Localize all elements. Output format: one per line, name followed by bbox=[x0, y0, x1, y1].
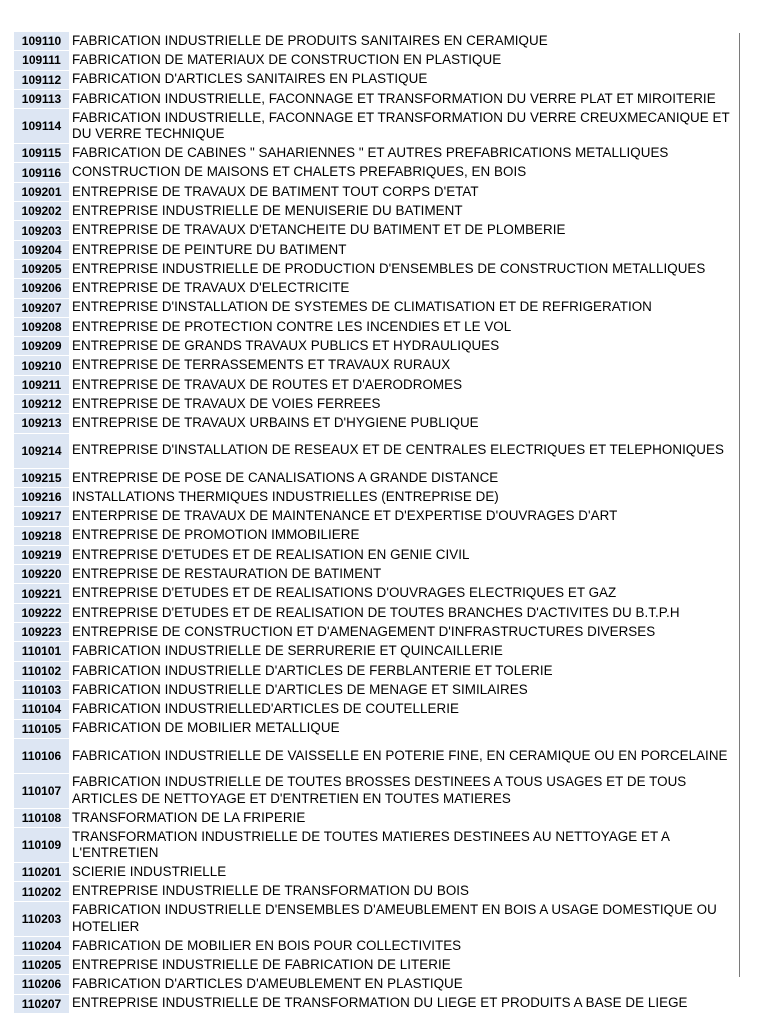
activity-code: 109211 bbox=[14, 375, 69, 394]
activity-code: 110202 bbox=[14, 882, 69, 901]
activity-code-table-body bbox=[14, 32, 739, 1013]
activity-label: ENTREPRISE D'ETUDES ET DE REALISATIONS D'OUVRAGES ELECTRIQUES ET GAZ bbox=[72, 585, 617, 601]
table-row bbox=[14, 994, 739, 1013]
table-row bbox=[14, 109, 739, 144]
activity-label: ENTREPRISE DE POSE DE CANALISATIONS A GRANDE DISTANCE bbox=[72, 469, 499, 485]
activity-code: 109221 bbox=[14, 584, 69, 603]
table-row bbox=[14, 182, 739, 201]
activity-label: ENTREPRISE DE RESTAURATION DE BATIMENT bbox=[72, 566, 382, 582]
table-row bbox=[14, 240, 739, 259]
activity-code: 109215 bbox=[14, 468, 69, 487]
activity-label: FABRICATION DE MOBILIER EN BOIS POUR COLLECTIVITES bbox=[72, 937, 462, 953]
activity-code: 109212 bbox=[14, 395, 69, 414]
activity-label: ENTREPRISE D'INSTALLATION DE SYSTEMES DE CLIMATISATION ET DE REFRIGERATION bbox=[72, 299, 652, 315]
activity-label: ENTREPRISE DE TERRASSEMENTS ET TRAVAUX RURAUX bbox=[72, 357, 451, 373]
activity-code: 109210 bbox=[14, 356, 69, 375]
table-row bbox=[14, 356, 739, 375]
table-row bbox=[14, 936, 739, 955]
activity-code: 109203 bbox=[14, 221, 69, 240]
activity-code: 110206 bbox=[14, 975, 69, 994]
activity-label: FABRICATION INDUSTRIELLE DE VAISSELLE EN POTERIE FINE, EN CERAMIQUE OU EN PORCELAINE bbox=[72, 747, 728, 763]
activity-code: 109222 bbox=[14, 603, 69, 622]
table-row bbox=[14, 51, 739, 70]
activity-label: FABRICATION DE MATERIAUX DE CONSTRUCTION EN PLASTIQUE bbox=[72, 52, 502, 68]
table-row bbox=[14, 623, 739, 642]
table-row bbox=[14, 32, 739, 51]
table-row bbox=[14, 603, 739, 622]
activity-code: 109217 bbox=[14, 507, 69, 526]
activity-label: ENTREPRISE INDUSTRIELLE DE TRANSFORMATION DU BOIS bbox=[72, 883, 470, 899]
table-row bbox=[14, 279, 739, 298]
table-row bbox=[14, 773, 739, 808]
activity-code: 109209 bbox=[14, 337, 69, 356]
table-row bbox=[14, 738, 739, 773]
activity-code: 109220 bbox=[14, 565, 69, 584]
activity-code: 110201 bbox=[14, 863, 69, 882]
activity-label: FABRICATION INDUSTRIELLE D'ARTICLES DE MENAGE ET SIMILAIRES bbox=[72, 681, 528, 697]
table-row bbox=[14, 414, 739, 433]
table-row bbox=[14, 468, 739, 487]
activity-code: 109223 bbox=[14, 623, 69, 642]
table-row bbox=[14, 298, 739, 317]
activity-code: 109214 bbox=[14, 433, 69, 468]
table-row bbox=[14, 163, 739, 182]
table-row bbox=[14, 680, 739, 699]
activity-code: 110205 bbox=[14, 955, 69, 974]
table-row bbox=[14, 700, 739, 719]
table-row bbox=[14, 221, 739, 240]
table-row bbox=[14, 259, 739, 278]
activity-code: 109208 bbox=[14, 317, 69, 336]
table-row bbox=[14, 433, 739, 468]
table-row bbox=[14, 70, 739, 89]
activity-label: FABRICATION INDUSTRIELLED'ARTICLES DE COUTELLERIE bbox=[72, 701, 459, 717]
activity-label: ENTREPRISE DE CONSTRUCTION ET D'AMENAGEMENT D'INFRASTRUCTURES DIVERSES bbox=[72, 623, 656, 639]
activity-label: FABRICATION INDUSTRIELLE DE PRODUITS SANITAIRES EN CERAMIQUE bbox=[72, 33, 548, 49]
table-row bbox=[14, 144, 739, 163]
activity-label: ENTREPRISE DE TRAVAUX URBAINS ET D'HYGIENE PUBLIQUE bbox=[72, 415, 479, 431]
activity-label: ENTREPRISE DE TRAVAUX D'ETANCHEITE DU BATIMENT ET DE PLOMBERIE bbox=[72, 222, 566, 238]
activity-code: 109201 bbox=[14, 182, 69, 201]
table-row bbox=[14, 882, 739, 901]
activity-label: ENTERPRISE DE TRAVAUX DE MAINTENANCE ET D'EXPERTISE D'OUVRAGES D'ART bbox=[72, 508, 618, 524]
activity-code: 110104 bbox=[14, 700, 69, 719]
table-row bbox=[14, 901, 739, 936]
table-row bbox=[14, 975, 739, 994]
activity-label: CONSTRUCTION DE MAISONS ET CHALETS PREFABRIQUES, EN BOIS bbox=[72, 164, 527, 180]
activity-label: ENTREPRISE D'INSTALLATION DE RESEAUX ET DE CENTRALES ELECTRIQUES ET TELEPHONIQUES bbox=[72, 442, 724, 458]
table-row bbox=[14, 565, 739, 584]
activity-label: ENTREPRISE INDUSTRIELLE DE MENUISERIE DU BATIMENT bbox=[72, 202, 463, 218]
table-row bbox=[14, 395, 739, 414]
activity-code: 109112 bbox=[14, 70, 69, 89]
table-row bbox=[14, 955, 739, 974]
table-row bbox=[14, 89, 739, 108]
activity-label: ENTREPRISE INDUSTRIELLE DE TRANSFORMATION DU LIEGE ET PRODUITS A BASE DE LIEGE bbox=[72, 995, 688, 1011]
table-row bbox=[14, 642, 739, 661]
activity-label: FABRICATION INDUSTRIELLE D'ARTICLES DE FERBLANTERIE ET TOLERIE bbox=[72, 662, 553, 678]
activity-code: 109114 bbox=[14, 109, 69, 144]
activity-code: 109111 bbox=[14, 51, 69, 70]
table-row bbox=[14, 526, 739, 545]
activity-label: ENTREPRISE D'ETUDES ET DE REALISATION EN GENIE CIVIL bbox=[72, 546, 470, 562]
table-row bbox=[14, 584, 739, 603]
table-row bbox=[14, 202, 739, 221]
activity-code: 110109 bbox=[14, 828, 69, 863]
activity-code: 110101 bbox=[14, 642, 69, 661]
activity-label: ENTREPRISE INDUSTRIELLE DE FABRICATION DE LITERIE bbox=[72, 956, 451, 972]
activity-label: FABRICATION INDUSTRIELLE DE SERRURERIE ET QUINCAILLERIE bbox=[72, 643, 503, 659]
activity-code: 110108 bbox=[14, 808, 69, 827]
activity-code: 109204 bbox=[14, 240, 69, 259]
activity-label: ENTREPRISE DE GRANDS TRAVAUX PUBLICS ET HYDRAULIQUES bbox=[72, 338, 500, 354]
activity-code: 109116 bbox=[14, 163, 69, 182]
activity-code-table bbox=[14, 32, 739, 1014]
activity-label: ENTREPRISE DE PROMOTION IMMOBILIERE bbox=[72, 527, 360, 543]
activity-code: 109206 bbox=[14, 279, 69, 298]
table-row bbox=[14, 828, 739, 863]
activity-code: 110207 bbox=[14, 994, 69, 1013]
activity-label: ENTREPRISE DE TRAVAUX DE VOIES FERREES bbox=[72, 395, 381, 411]
table-row bbox=[14, 661, 739, 680]
activity-label: ENTREPRISE DE PROTECTION CONTRE LES INCENDIES ET LE VOL bbox=[72, 318, 512, 334]
activity-label: TRANSFORMATION DE LA FRIPERIE bbox=[72, 809, 306, 825]
activity-label: ENTREPRISE DE TRAVAUX D'ELECTRICITE bbox=[72, 280, 350, 296]
table-row bbox=[14, 317, 739, 336]
activity-label: ENTREPRISE DE TRAVAUX DE BATIMENT TOUT CORPS D'ETAT bbox=[72, 183, 479, 199]
table-row bbox=[14, 545, 739, 564]
activity-label: FABRICATION D'ARTICLES SANITAIRES EN PLASTIQUE bbox=[72, 71, 428, 87]
activity-label: ENTREPRISE DE TRAVAUX DE ROUTES ET D'AERODROMES bbox=[72, 376, 463, 392]
activity-code: 109219 bbox=[14, 545, 69, 564]
activity-label: ENTREPRISE DE PEINTURE DU BATIMENT bbox=[72, 241, 347, 257]
activity-code: 109115 bbox=[14, 144, 69, 163]
activity-code: 110106 bbox=[14, 738, 69, 773]
activity-label: ENTREPRISE D'ETUDES ET DE REALISATION DE TOUTES BRANCHES D'ACTIVITES DU B.T.P.H bbox=[72, 604, 680, 620]
activity-label: FABRICATION INDUSTRIELLE, FACONNAGE ET TRANSFORMATION DU VERRE CREUXMECANIQUE ET DU VERRE TECHNIQUE bbox=[72, 109, 730, 142]
activity-code: 109205 bbox=[14, 259, 69, 278]
activity-label: FABRICATION D'ARTICLES D'AMEUBLEMENT EN PLASTIQUE bbox=[72, 976, 463, 992]
activity-code: 110203 bbox=[14, 901, 69, 936]
activity-code: 110102 bbox=[14, 661, 69, 680]
activity-code: 110105 bbox=[14, 719, 69, 738]
right-border-rule bbox=[739, 33, 740, 977]
activity-label: INSTALLATIONS THERMIQUES INDUSTRIELLES (ENTREPRISE DE) bbox=[72, 488, 499, 504]
table-row bbox=[14, 507, 739, 526]
activity-label: TRANSFORMATION INDUSTRIELLE DE TOUTES MATIERES DESTINEES AU NETTOYAGE ET A L'ENTRETIEN bbox=[72, 828, 670, 861]
activity-code: 110103 bbox=[14, 680, 69, 699]
table-row bbox=[14, 808, 739, 827]
activity-code: 110204 bbox=[14, 936, 69, 955]
table-row bbox=[14, 719, 739, 738]
activity-code: 110107 bbox=[14, 773, 69, 808]
table-row bbox=[14, 863, 739, 882]
activity-code: 109202 bbox=[14, 202, 69, 221]
activity-code: 109110 bbox=[14, 32, 69, 51]
activity-code: 109218 bbox=[14, 526, 69, 545]
activity-code: 109113 bbox=[14, 89, 69, 108]
activity-label: FABRICATION INDUSTRIELLE D'ENSEMBLES D'AMEUBLEMENT EN BOIS A USAGE DOMESTIQUE OU HOTELIER bbox=[72, 902, 717, 934]
table-row bbox=[14, 487, 739, 506]
table-row bbox=[14, 375, 739, 394]
activity-label: SCIERIE INDUSTRIELLE bbox=[72, 863, 227, 879]
activity-code: 109216 bbox=[14, 487, 69, 506]
activity-code: 109213 bbox=[14, 414, 69, 433]
activity-label: FABRICATION DE CABINES " SAHARIENNES " ET AUTRES PREFABRICATIONS METALLIQUES bbox=[72, 145, 669, 161]
activity-label: FABRICATION DE MOBILIER METALLIQUE bbox=[72, 720, 340, 736]
activity-label: FABRICATION INDUSTRIELLE, FACONNAGE ET TRANSFORMATION DU VERRE PLAT ET MIROITERIE bbox=[72, 90, 716, 106]
activity-label: ENTREPRISE INDUSTRIELLE DE PRODUCTION D'ENSEMBLES DE CONSTRUCTION METALLIQUES bbox=[72, 260, 706, 276]
table-row bbox=[14, 337, 739, 356]
activity-label: FABRICATION INDUSTRIELLE DE TOUTES BROSSES DESTINEES A TOUS USAGES ET DE TOUS ARTICLES DE NETTOYAGE ET D'ENTRETIEN EN TOUTES MATIERES bbox=[72, 774, 687, 806]
activity-code: 109207 bbox=[14, 298, 69, 317]
